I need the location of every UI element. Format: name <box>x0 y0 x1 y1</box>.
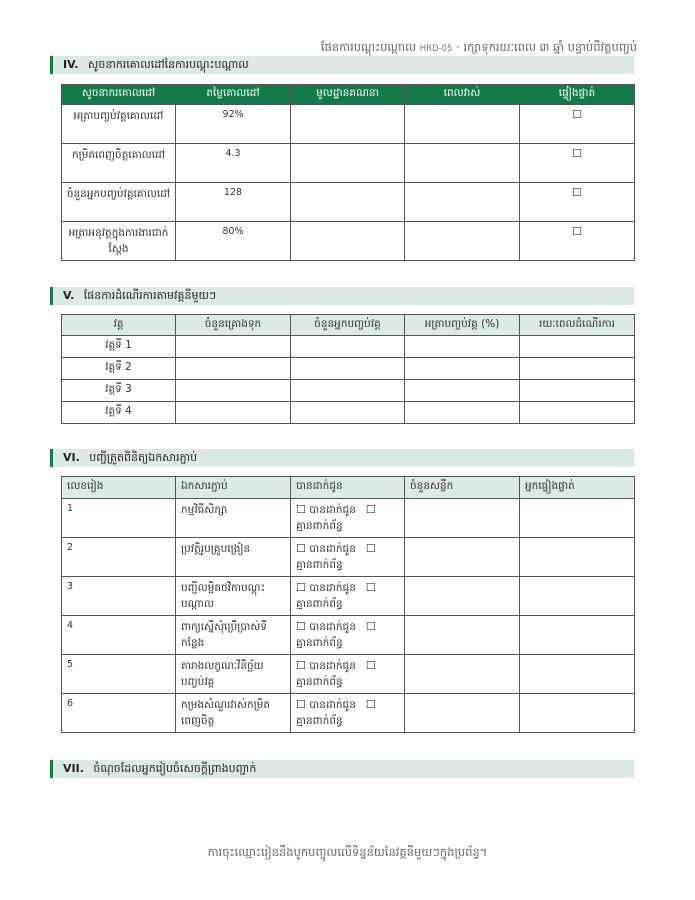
column-header: លេខរៀង <box>62 477 176 499</box>
attachment-checklist-table <box>61 476 635 733</box>
submitted-label: បានដាក់ជូន <box>309 621 356 633</box>
submission-status-cell <box>291 694 405 733</box>
not-applicable-label: គ្មានពាក់ព័ន្ធ <box>296 520 343 532</box>
page-count-cell[interactable] <box>405 694 520 733</box>
page-count-cell[interactable] <box>405 616 520 655</box>
row-number-cell: 2 <box>62 538 176 577</box>
target-value-cell: 4.3 <box>176 144 291 183</box>
duration-cell[interactable] <box>520 358 635 380</box>
table-row <box>62 577 635 616</box>
page-header <box>321 40 637 57</box>
submission-status-cell <box>291 577 405 616</box>
target-value-cell: 92% <box>176 105 291 144</box>
table-row <box>62 144 635 183</box>
not-applicable-label: គ្មានពាក់ព័ន្ធ <box>296 715 343 727</box>
completion-rate-cell[interactable] <box>405 358 520 380</box>
not-applicable-label: គ្មានពាក់ព័ន្ធ <box>296 559 343 571</box>
row-number-cell: 6 <box>62 694 176 733</box>
table-row <box>62 380 635 402</box>
column-header: ឯកសារភ្ជាប់ <box>176 477 291 499</box>
target-value-cell: 80% <box>176 222 291 261</box>
retention-note: · រក្សាទុករយៈពេល ៣ ឆ្នាំ បន្ទាប់ពីវគ្គបញ្ចប់ <box>456 40 637 54</box>
document-name-cell: កម្រងសំណួរវាស់កម្រិតពេញចិត្ត <box>176 694 291 733</box>
course-name-cell: វគ្គទី 4 <box>62 402 176 424</box>
column-header: រយៈពេលដំណើរការ <box>520 315 635 336</box>
submission-status-cell <box>291 616 405 655</box>
course-name-cell: វគ្គទី 3 <box>62 380 176 402</box>
planned-count-cell[interactable] <box>176 358 291 380</box>
checkbox-icon[interactable]: ☐ <box>572 147 582 160</box>
table-row <box>62 358 635 380</box>
table-row <box>62 222 635 261</box>
course-name-cell: វគ្គទី 1 <box>62 336 176 358</box>
course-plan-table <box>61 314 635 424</box>
document-name-cell: តារាងលក្ខណៈវិនិច្ឆ័យបញ្ចប់វគ្គ <box>176 655 291 694</box>
submitted-checkbox-icon[interactable]: ☐ <box>296 542 306 555</box>
table-row <box>62 538 635 577</box>
submitted-checkbox-icon[interactable]: ☐ <box>296 659 306 672</box>
submitted-label: បានដាក់ជូន <box>309 699 356 711</box>
column-header: មូលដ្ឋានគណនា <box>291 85 405 105</box>
page-count-cell[interactable] <box>405 577 520 616</box>
footer-note: ការចុះឈ្មោះរៀននឹងបូកបញ្ចូលលើទិន្នន័យនៃវគ្គនីមួយៗក្នុងប្រព័ន្ធ។ <box>207 845 488 859</box>
not-applicable-label: គ្មានពាក់ព័ន្ធ <box>296 598 343 610</box>
row-number-cell: 1 <box>62 499 176 538</box>
indicator-cell: អត្រាបញ្ចប់វគ្គគោលដៅ <box>62 105 176 144</box>
not-applicable-checkbox-icon[interactable]: ☐ <box>365 581 376 594</box>
section-iv-title: សូចនាករគោលដៅនៃការបណ្តុះបណ្តាល <box>87 58 249 71</box>
checkbox-icon[interactable]: ☐ <box>572 186 582 199</box>
not-applicable-checkbox-icon[interactable]: ☐ <box>365 542 376 555</box>
completion-rate-cell[interactable] <box>405 402 520 424</box>
submission-status-cell <box>291 538 405 577</box>
course-name-cell: វគ្គទី 2 <box>62 358 176 380</box>
checkbox-icon[interactable]: ☐ <box>572 108 582 121</box>
table-row <box>62 105 635 144</box>
completed-count-cell[interactable] <box>291 380 405 402</box>
document-name-cell: កម្មវិធីសិក្សា <box>176 499 291 538</box>
not-applicable-checkbox-icon[interactable]: ☐ <box>365 698 376 711</box>
submitted-label: បានដាក់ជូន <box>309 504 356 516</box>
table-row <box>62 499 635 538</box>
column-header: បានដាក់ជូន <box>291 477 405 499</box>
column-header: ចំនួនគ្រោងទុក <box>176 315 291 336</box>
table-row <box>62 183 635 222</box>
header-title: ផែនការបណ្តុះបណ្តាល <box>320 40 417 54</box>
indicator-cell: អត្រាអនុវត្តក្នុងការងារជាក់ស្តែង <box>62 222 176 261</box>
table-row <box>62 655 635 694</box>
section-vii-heading <box>50 760 634 778</box>
page-count-cell[interactable] <box>405 538 520 577</box>
target-value-cell: 128 <box>176 183 291 222</box>
verify-cell <box>520 222 635 261</box>
completed-count-cell[interactable] <box>291 358 405 380</box>
completed-count-cell[interactable] <box>291 402 405 424</box>
page-count-cell[interactable] <box>405 655 520 694</box>
verifier-cell[interactable] <box>520 499 635 538</box>
section-vii-title: ចំណុចដែលអ្នករៀបចំសេចក្តីព្រាងបញ្ជាក់ <box>93 762 257 775</box>
submitted-checkbox-icon[interactable]: ☐ <box>296 503 306 516</box>
section-v-heading <box>50 287 634 305</box>
measurement-time-cell[interactable] <box>405 144 520 183</box>
form-code: HRD-05 <box>419 44 453 54</box>
not-applicable-checkbox-icon[interactable]: ☐ <box>365 620 376 633</box>
calculation-basis-cell[interactable] <box>291 105 405 144</box>
row-number-cell: 5 <box>62 655 176 694</box>
not-applicable-checkbox-icon[interactable]: ☐ <box>365 503 376 516</box>
row-number-cell: 3 <box>62 577 176 616</box>
section-iv-number: IV. <box>63 58 79 71</box>
verifier-cell[interactable] <box>520 577 635 616</box>
indicator-cell: ចំនួនអ្នកបញ្ចប់វគ្គគោលដៅ <box>62 183 176 222</box>
document-name-cell: ពាក្យស្នើសុំប្រើប្រាស់ទីកន្លែង <box>176 616 291 655</box>
table-row <box>62 336 635 358</box>
duration-cell[interactable] <box>520 336 635 358</box>
calculation-basis-cell[interactable] <box>291 222 405 261</box>
section-v-number: V. <box>63 289 75 302</box>
not-applicable-label: គ្មានពាក់ព័ន្ធ <box>296 676 343 688</box>
page-count-cell[interactable] <box>405 499 520 538</box>
duration-cell[interactable] <box>520 402 635 424</box>
completed-count-cell[interactable] <box>291 336 405 358</box>
submitted-checkbox-icon[interactable]: ☐ <box>296 698 306 711</box>
document-name-cell: ប្រវត្តិរូបគ្រូបង្រៀន <box>176 538 291 577</box>
column-header: អ្នកផ្ទៀងផ្ទាត់ <box>520 477 635 499</box>
column-header: អត្រាបញ្ចប់វគ្គ (%) <box>405 315 520 336</box>
measurement-time-cell[interactable] <box>405 222 520 261</box>
verifier-cell[interactable] <box>520 616 635 655</box>
submitted-label: បានដាក់ជូន <box>309 660 356 672</box>
completion-rate-cell[interactable] <box>405 336 520 358</box>
column-header: វគ្គ <box>62 315 176 336</box>
section-iv-heading <box>50 56 634 74</box>
submitted-checkbox-icon[interactable]: ☐ <box>296 620 306 633</box>
row-number-cell: 4 <box>62 616 176 655</box>
submitted-label: បានដាក់ជូន <box>309 582 356 594</box>
section-vi-heading <box>50 449 634 467</box>
planned-count-cell[interactable] <box>176 402 291 424</box>
planned-count-cell[interactable] <box>176 336 291 358</box>
section-v-title: ផែនការដំណើរការតាមវគ្គនីមួយៗ <box>83 289 217 302</box>
measurement-time-cell[interactable] <box>405 183 520 222</box>
column-header: ផ្ទៀងផ្ទាត់ <box>520 85 635 105</box>
verifier-cell[interactable] <box>520 655 635 694</box>
calculation-basis-cell[interactable] <box>291 144 405 183</box>
table-row <box>62 616 635 655</box>
section-vi-number: VI. <box>63 451 80 464</box>
section-vii-number: VII. <box>63 762 84 775</box>
verifier-cell[interactable] <box>520 538 635 577</box>
column-header: ចំនួនអ្នកបញ្ចប់វគ្គ <box>291 315 405 336</box>
checkbox-icon[interactable]: ☐ <box>572 225 582 238</box>
column-header: សូចនាករគោលដៅ <box>62 85 176 105</box>
target-indicators-table <box>61 84 635 261</box>
planned-count-cell[interactable] <box>176 380 291 402</box>
duration-cell[interactable] <box>520 380 635 402</box>
column-header: ចំនួនសន្លឹក <box>405 477 520 499</box>
verify-cell <box>520 183 635 222</box>
indicator-cell: កម្រិតពេញចិត្តគោលដៅ <box>62 144 176 183</box>
submission-status-cell <box>291 499 405 538</box>
verify-cell <box>520 105 635 144</box>
submitted-checkbox-icon[interactable]: ☐ <box>296 581 306 594</box>
measurement-time-cell[interactable] <box>405 105 520 144</box>
section-vi-title: បញ្ជីត្រួតពិនិត្យឯកសារភ្ជាប់ <box>89 451 198 464</box>
verify-cell <box>520 144 635 183</box>
document-name-cell: បញ្ជីលម្អិតថវិកាបណ្តុះបណ្តាល <box>176 577 291 616</box>
calculation-basis-cell[interactable] <box>291 183 405 222</box>
column-header: ពេលវាស់ <box>405 85 520 105</box>
submitted-label: បានដាក់ជូន <box>309 543 356 555</box>
table-row <box>62 694 635 733</box>
column-header: តម្លៃគោលដៅ <box>176 85 291 105</box>
verifier-cell[interactable] <box>520 694 635 733</box>
not-applicable-checkbox-icon[interactable]: ☐ <box>365 659 376 672</box>
submission-status-cell <box>291 655 405 694</box>
completion-rate-cell[interactable] <box>405 380 520 402</box>
table-row <box>62 402 635 424</box>
not-applicable-label: គ្មានពាក់ព័ន្ធ <box>296 637 343 649</box>
